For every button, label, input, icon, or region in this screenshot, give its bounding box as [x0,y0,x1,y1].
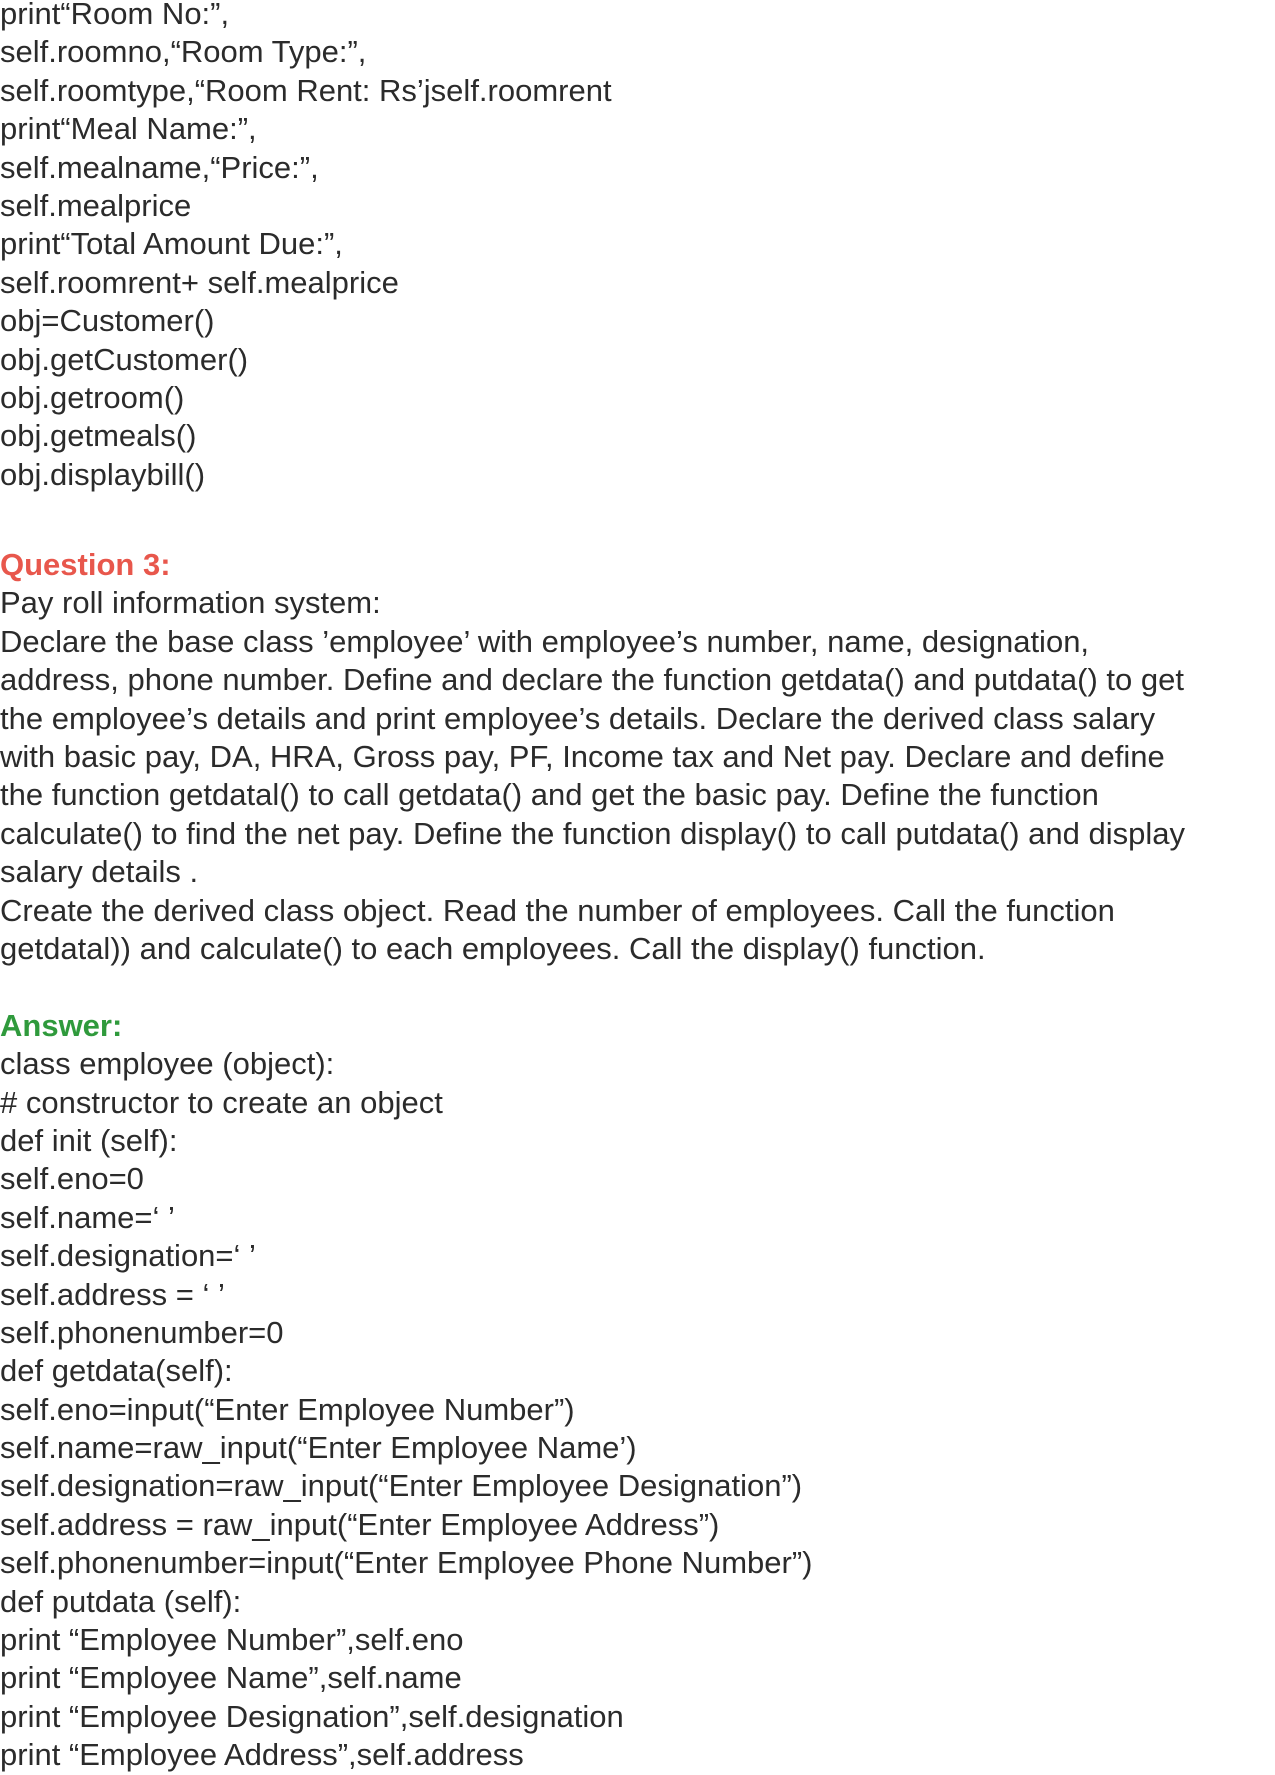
code-line: def init (self): [0,1122,178,1158]
code-line: self.name=‘ ’ [0,1199,175,1235]
question-line: Pay roll information system: [0,585,381,621]
code-line: self.roomrent+ self.mealprice [0,264,399,300]
code-line: print “Employee Designation”,self.designation [0,1698,624,1734]
code-line: self.designation=raw_input(“Enter Employee Designation”) [0,1468,803,1504]
question-line: calculate() to find the net pay. Define the function display() to call putdata() and display [0,815,1185,851]
code-line: obj=Customer() [0,303,215,339]
code-line: self.phonenumber=input(“Enter Employee Phone Number”) [0,1545,813,1581]
code-line: print“Meal Name:”, [0,111,257,147]
answer-code-block [0,1045,1275,1774]
code-line: print “Employee Number”,self.eno [0,1622,464,1658]
code-line: self.mealname,“Price:”, [0,149,319,185]
question-line: getdatal)) and calculate() to each employees. Call the display() function. [0,930,986,966]
code-line: obj.getmeals() [0,418,197,454]
code-line: self.eno=0 [0,1161,144,1197]
answer-heading: Answer: [0,1007,123,1043]
question-line: Declare the base class ’employee’ with employee’s number, name, designation, [0,623,1090,659]
code-line: # constructor to create an object [0,1084,443,1120]
code-line: self.address = raw_input(“Enter Employee Address”) [0,1506,720,1542]
code-line: def getdata(self): [0,1353,233,1389]
question-line: with basic pay, DA, HRA, Gross pay, PF, Income tax and Net pay. Declare and define [0,739,1165,775]
code-line: print“Room No:”, [0,0,230,31]
question-line: the function getdatal() to call getdata() and get the basic pay. Define the function [0,777,1099,813]
code-line: self.address = ‘ ’ [0,1276,225,1312]
code-line: obj.getCustomer() [0,341,249,377]
previous-code-block [0,0,1275,494]
code-line: self.eno=input(“Enter Employee Number”) [0,1391,575,1427]
code-line: def putdata (self): [0,1583,242,1619]
question-line: address, phone number. Define and declare the function getdata() and putdata() to get [0,662,1184,698]
code-line: class employee (object): [0,1046,335,1082]
code-line: print “Employee Address”,self.address [0,1737,524,1773]
code-line: obj.getroom() [0,379,185,415]
code-line: obj.displaybill() [0,456,206,492]
code-line: self.roomtype,“Room Rent: Rs’jself.roomrent [0,72,612,108]
code-line: self.mealprice [0,187,192,223]
code-line: print “Employee Name”,self.name [0,1660,462,1696]
question-line: the employee’s details and print employee’s details. Declare the derived class salary [0,700,1156,736]
code-line: print“Total Amount Due:”, [0,226,343,262]
question-line: salary details . [0,854,199,890]
code-line: self.name=raw_input(“Enter Employee Name’) [0,1430,637,1466]
code-line: self.designation=‘ ’ [0,1238,256,1274]
code-line: self.phonenumber=0 [0,1314,284,1350]
question-heading: Question 3: [0,547,171,583]
question-text [0,584,1275,968]
code-line: self.roomno,“Room Type:”, [0,34,367,70]
question-line: Create the derived class object. Read the number of employees. Call the function [0,892,1115,928]
